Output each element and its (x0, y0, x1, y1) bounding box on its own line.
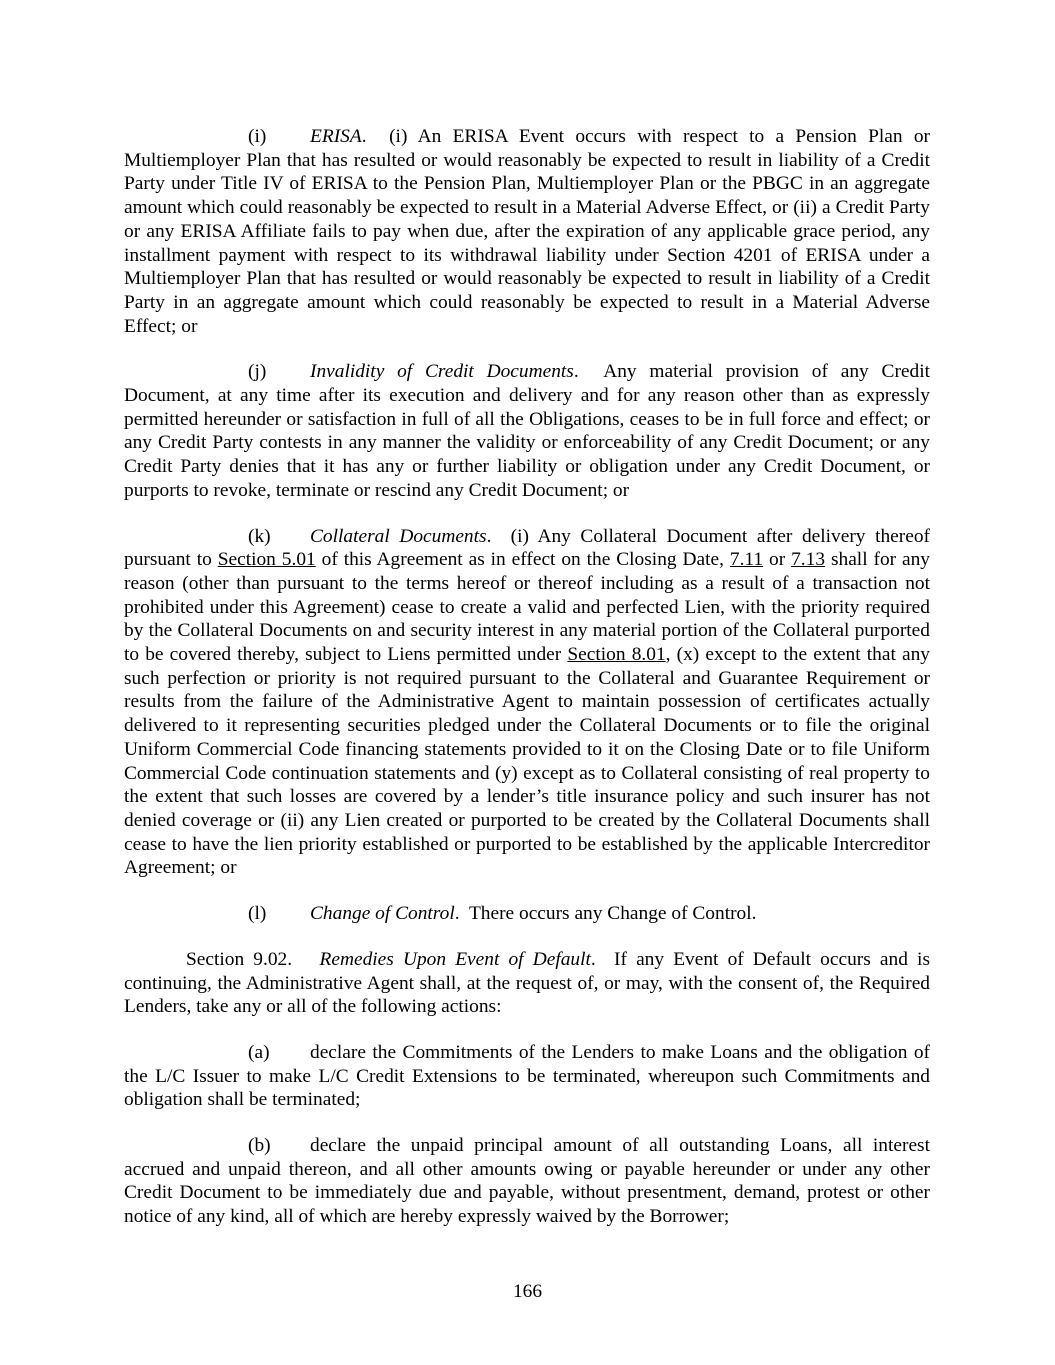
section-9-02: Section 9.02. Remedies Upon Event of Default. If any Event of Default occurs and is continuing, the Administrative Agent shall, at the request of, or may, with the consent of, the Required Lenders, take any or all of the following actions: (124, 948, 930, 1018)
clause-text: of this Agreement as in effect on the Closing Date, (321, 549, 724, 571)
clause-text: declare the Commitments of the Lenders to make Loans and the obligation of the L/C Issuer to make L/C Credit Extensions to be terminated, whereupon such Commitments and obligation shall be terminated; (124, 1041, 930, 1111)
clause-text: declare the unpaid principal amount of all outstanding Loans, all interest accrued and unpaid thereon, and all other amounts owing or payable hereunder or under any other Credit Document to be immediately due and payable, without presentment, demand, protest or other notice of any kind, all of which are hereby expressly waived by the Borrower; (124, 1135, 930, 1228)
section-reference: 7.13 (791, 549, 826, 571)
clause-b (124, 1134, 930, 1229)
document-body (124, 125, 930, 1251)
clause-number: (k) (248, 525, 271, 547)
clause-text: shall for any reason (other than pursuant to the terms hereof or thereof including as a result of a transaction not prohibited under this Agreement) cease to create a valid and perfected Lien, with the priority required by the Collateral Documents on and security interest in any material portion of the Collateral purported to be covered thereby, subject to Liens permitted under (124, 549, 931, 666)
section-heading: Remedies Upon Event of Default (319, 948, 591, 970)
clause-text: (i) Any Collateral Document after delivery thereof pursuant to (124, 525, 930, 571)
clause-heading: Change of Control (310, 903, 455, 925)
clause-a (124, 1041, 930, 1112)
clause-heading: Invalidity of Credit Documents (310, 361, 574, 383)
section-text: If any Event of Default occurs and is continuing, the Administrative Agent shall, at the request of, or may, with the consent of, the Required Lenders, take any or all of the following actions: (124, 948, 930, 1018)
clause-number: (i) (248, 126, 267, 147)
clause-text: There occurs any Change of Control. (468, 903, 757, 925)
section-reference: 7.11 (729, 549, 764, 571)
clause-number: (l) (248, 903, 267, 925)
clause-heading: Collateral Documents (310, 525, 487, 547)
section-number: Section 9.02. (186, 948, 293, 970)
clause-k: (k) Collateral Documents. (i) Any Collateral Document after delivery thereof pursuant to Section 5.01 of this Agreement as in effect on the Closing Date, 7.11 or 7.13 shall for any reason (other than pursuant to the terms hereof or thereof including as a result of a transaction not prohibited under this Agreement) cease to create a valid and perfected Lien, with the priority required by the Collateral Documents on and security interest in any material portion of the Collateral purported to be covered thereby, subject to Liens permitted under Section 8.01, (x) except to the extent that any such perfection or priority is not required pursuant to the Collateral and Guarantee Requirement or results from the failure of the Administrative Agent to maintain possession of certificates actually delivered to it representing securities pledged under the Collateral Documents or to file the original Uniform Commercial Code financing statements provided to it on the Closing Date or to file Uniform Commercial Code continuation statements and (y) except as to Collateral consisting of real property to the extent that such losses are covered by a lender’s title insurance policy and such insurer has not denied coverage or (ii) any Lien created or purported to be created by the Collateral Documents shall cease to have the lien priority established or purported to be established by the applicable Intercreditor Agreement; or (124, 525, 931, 879)
clause-number: (b) (248, 1135, 271, 1157)
clause-heading: ERISA (310, 126, 362, 147)
section-reference: Section 8.01 (567, 644, 666, 666)
clause-number: (a) (248, 1041, 270, 1063)
clause-l: (l) Change of Control. There occurs any Change of Control. (248, 903, 757, 925)
clause-text: or (769, 549, 786, 571)
clause-text: (i) An ERISA Event occurs with respect to a Pension Plan or Multiemployer Plan that has resulted or would reasonably be expected to result in liability of a Credit Party under Title IV of ERISA to the Pension Plan, Multiemployer Plan or the PBGC in an aggregate amount which could reasonably be expected to result in a Material Adverse Effect, or (ii) a Credit Party or any ERISA Affiliate fails to pay when due, after the expiration of any applicable grace period, any installment payment with respect to its withdrawal liability under Section 4201 of ERISA under a Multiemployer Plan that has resulted or would reasonably be expected to result in liability of a Credit Party in an aggregate amount which could reasonably be expected to result in a Material Adverse Effect; or (124, 126, 930, 337)
clause-text: , (x) except to the extent that any such perfection or priority is not required pursuant to the Collateral and Guarantee Requirement or results from the failure of the Administrative Agent to maintain possession of certificates actually delivered to it representing securities pledged under the Collateral Documents or to file the original Uniform Commercial Code financing statements provided to it on the Closing Date or to file Uniform Commercial Code continuation statements and (y) except as to Collateral consisting of real property to the extent that such losses are covered by a lender’s title insurance policy and such insurer has not denied coverage or (ii) any Lien created or purported to be created by the Collateral Documents shall cease to have the lien priority established or purported to be established by the applicable Intercreditor Agreement; or (124, 644, 930, 879)
clause-i: (i) ERISA. (i) An ERISA Event occurs with respect to a Pension Plan or Multiemployer Plan that has resulted or would reasonably be expected to result in liability of a Credit Party under Title IV of ERISA to the Pension Plan, Multiemployer Plan or the PBGC in an aggregate amount which could reasonably be expected to result in a Material Adverse Effect, or (ii) a Credit Party or any ERISA Affiliate fails to pay when due, after the expiration of any applicable grace period, any installment payment with respect to its withdrawal liability under Section 4201 of ERISA under a Multiemployer Plan that has resulted or would reasonably be expected to result in liability of a Credit Party in an aggregate amount which could reasonably be expected to result in a Material Adverse Effect; or (124, 126, 930, 337)
clause-text: Any material provision of any Credit Document, at any time after its execution and delivery and for any reason other than as expressly permitted hereunder or satisfaction in full of all the Obligations, ceases to be in full force and effect; or any Credit Party contests in any manner the validity or enforceability of any Credit Document; or any Credit Party denies that it has any or further liability or obligation under any Credit Document, or purports to revoke, terminate or rescind any Credit Document; or (124, 361, 930, 501)
section-reference: Section 5.01 (217, 549, 316, 571)
clause-number: (j) (248, 361, 267, 383)
clause-j: (j) Invalidity of Credit Documents. Any material provision of any Credit Document, at any time after its execution and delivery and for any reason other than as expressly permitted hereunder or satisfaction in full of all the Obligations, ceases to be in full force and effect; or any Credit Party contests in any manner the validity or enforceability of any Credit Document; or any Credit Party denies that it has any or further liability or obligation under any Credit Document, or purports to revoke, terminate or rescind any Credit Document; or (124, 361, 930, 501)
page-number: 166 (512, 1281, 543, 1302)
